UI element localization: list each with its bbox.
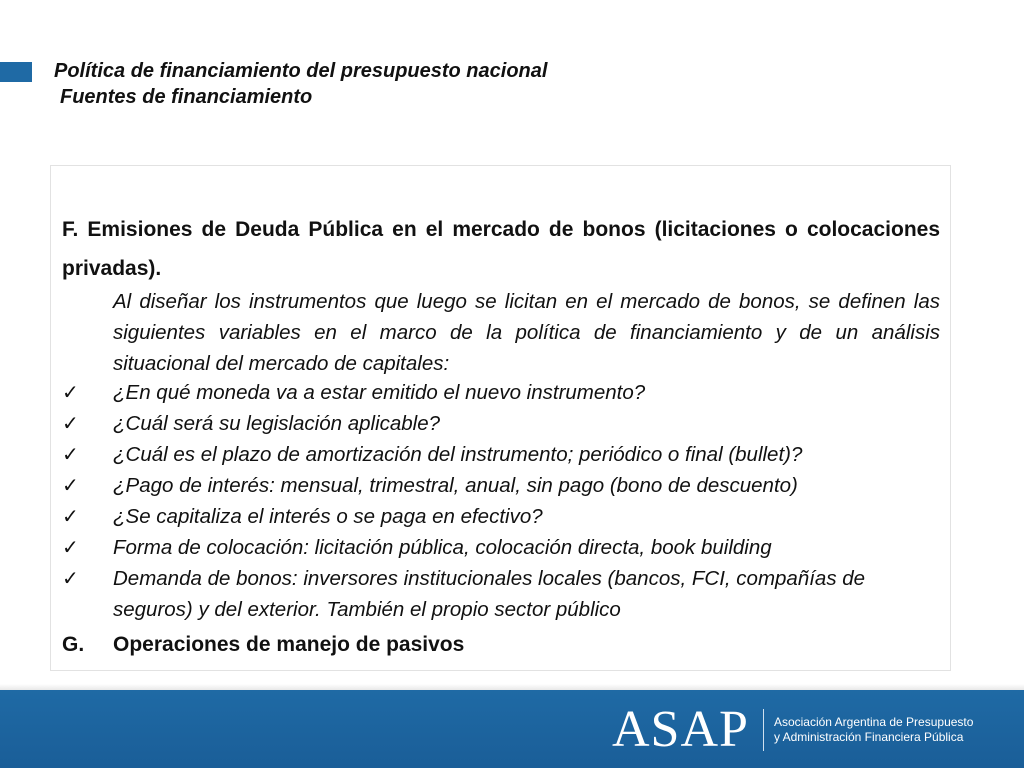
section-f-heading: F. Emisiones de Deuda Pública en el mercado de bonos (licitaciones o colocaciones privadas). bbox=[62, 218, 940, 280]
logo-text: ASAP bbox=[612, 701, 749, 758]
list-item-text: ¿Cuál será su legislación aplicable? bbox=[113, 412, 441, 435]
list-item-text: ¿Pago de interés: mensual, trimestral, anual, sin pago (bono de descuento) bbox=[113, 474, 798, 497]
list-item-text: ¿Cuál es el plazo de amortización del instrumento; periódico o final (bullet)? bbox=[113, 443, 803, 466]
check-icon: ✓ bbox=[62, 535, 79, 559]
list-item bbox=[62, 501, 940, 532]
logo-caption bbox=[774, 715, 973, 745]
list-item bbox=[62, 532, 940, 563]
list-item bbox=[62, 439, 940, 470]
list-item-text: ¿En qué moneda va a estar emitido el nuevo instrumento? bbox=[113, 381, 646, 404]
page-subtitle: Fuentes de financiamiento bbox=[60, 86, 313, 108]
section-g-text: Operaciones de manejo de pasivos bbox=[113, 633, 465, 656]
page-title: Política de financiamiento del presupuesto nacional bbox=[54, 60, 548, 82]
section-g-letter: G. bbox=[62, 633, 85, 656]
asap-logo bbox=[612, 700, 973, 760]
check-icon: ✓ bbox=[62, 442, 79, 466]
list-item-text: Demanda de bonos: inversores institucionales locales (bancos, FCI, compañías de seguros) y del exterior. También el propio sector público bbox=[113, 567, 866, 621]
check-icon: ✓ bbox=[62, 380, 79, 404]
list-item-text: Forma de colocación: licitación pública, colocación directa, book building bbox=[113, 536, 772, 559]
logo-caption-line1: Asociación Argentina de Presupuesto bbox=[773, 715, 974, 729]
check-icon: ✓ bbox=[62, 566, 79, 590]
header-titles bbox=[54, 58, 547, 110]
check-icon: ✓ bbox=[62, 504, 79, 528]
list-item bbox=[62, 408, 940, 439]
intro-paragraph: Al diseñar los instrumentos que luego se licitan en el mercado de bonos, se definen las siguientes variables en el marco de la política de financiamiento y de un análisis situacional del mercado de capitales: bbox=[113, 290, 940, 375]
check-icon: ✓ bbox=[62, 473, 79, 497]
logo-caption-line2: y Administración Financiera Pública bbox=[773, 730, 964, 744]
list-item-text: ¿Se capitaliza el interés o se paga en efectivo? bbox=[113, 505, 543, 528]
section-g-heading bbox=[62, 628, 940, 662]
check-icon: ✓ bbox=[62, 411, 79, 435]
list-item bbox=[62, 377, 940, 408]
logo-divider bbox=[763, 709, 764, 751]
list-item bbox=[62, 470, 940, 501]
list-item bbox=[62, 563, 940, 625]
accent-block bbox=[0, 62, 32, 82]
checklist bbox=[62, 377, 940, 625]
